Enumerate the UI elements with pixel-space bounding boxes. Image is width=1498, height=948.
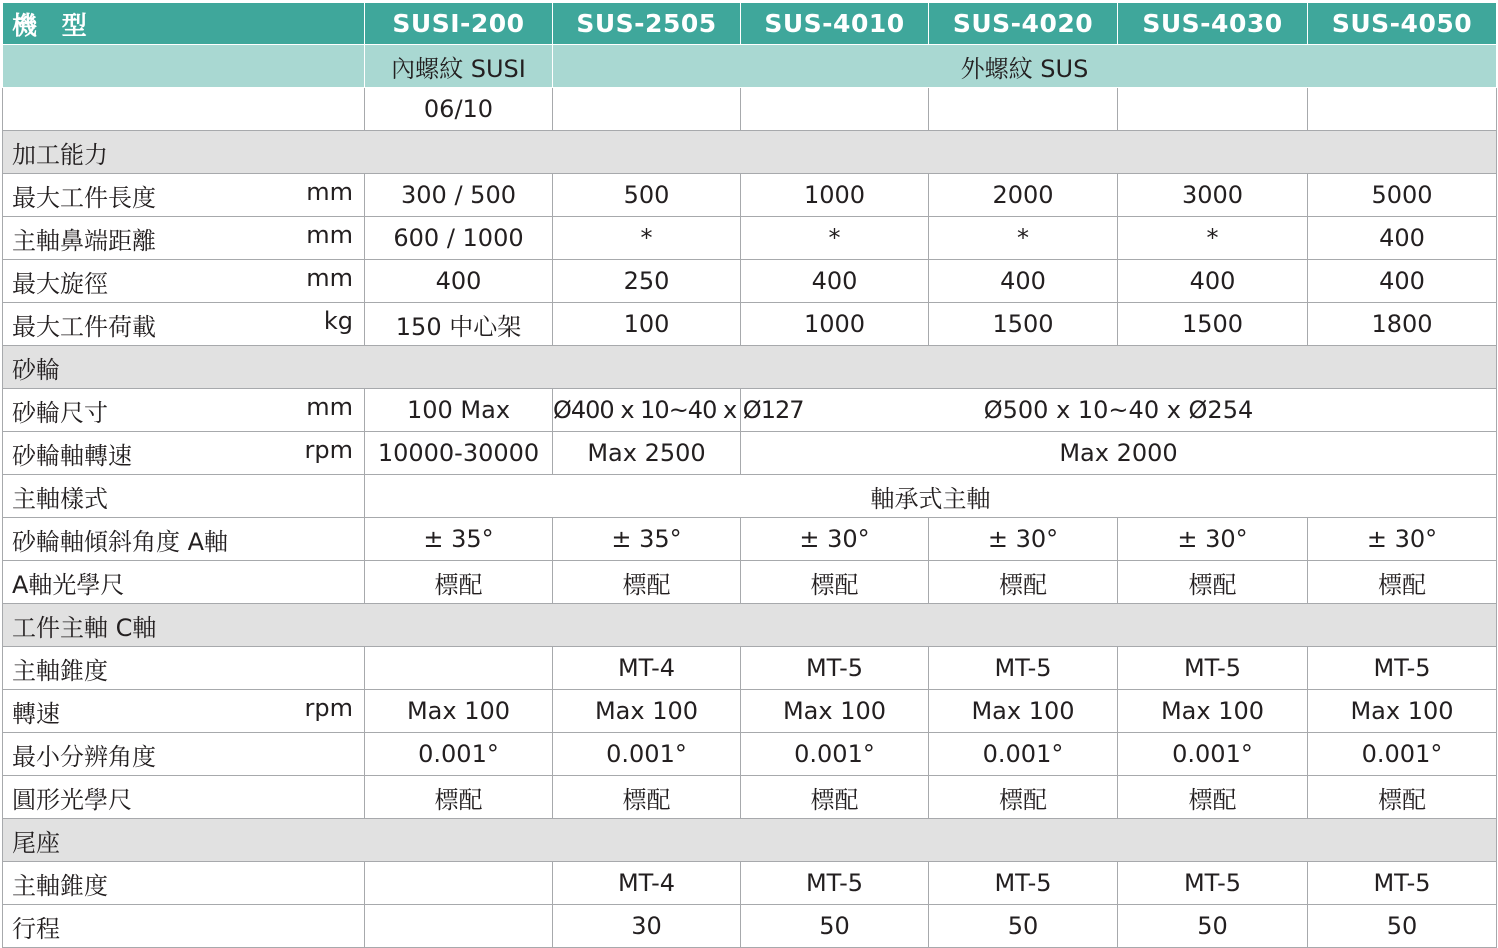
cell-value-merged: Max 2000 — [741, 432, 1497, 475]
cell-value: MT-4 — [553, 647, 741, 690]
cell-value: ± 30° — [741, 518, 929, 561]
table-row — [3, 260, 1497, 303]
row-label — [3, 733, 365, 776]
cell-value: Max 2500 — [553, 432, 741, 475]
cell-value: * — [1118, 217, 1308, 260]
cell-value: * — [553, 217, 741, 260]
cell-value: 0.001° — [1118, 733, 1308, 776]
cell-value: 1500 — [929, 303, 1118, 346]
cell-value — [365, 905, 553, 948]
cell-value: 500 — [553, 174, 741, 217]
cell-value: 400 — [929, 260, 1118, 303]
cell-value: Max 100 — [553, 690, 741, 733]
table-row — [3, 174, 1497, 217]
model-name: SUSI-200 — [365, 3, 553, 45]
sub-empty — [1118, 88, 1308, 131]
label-text: 最小分辨角度 — [12, 742, 156, 771]
label-text: 最大工件長度 — [12, 183, 156, 212]
cell-value — [365, 647, 553, 690]
table-row — [3, 518, 1497, 561]
section-wheel: 砂輪 — [3, 346, 1497, 389]
cell-value: 3000 — [1118, 174, 1308, 217]
cell-value: 100 Max — [365, 389, 553, 432]
cell-value: 標配 — [1308, 561, 1497, 604]
cell-value: ± 35° — [365, 518, 553, 561]
label-text: 主軸錐度 — [12, 871, 108, 900]
model-name: SUS-4020 — [929, 3, 1118, 45]
sub-empty — [929, 88, 1118, 131]
cell-value: * — [741, 217, 929, 260]
row-label — [3, 303, 365, 346]
model-name: SUS-2505 — [553, 3, 741, 45]
cell-value: 50 — [741, 905, 929, 948]
cell-value: ± 30° — [1118, 518, 1308, 561]
cell-value: ± 30° — [929, 518, 1118, 561]
cell-value: 600 / 1000 — [365, 217, 553, 260]
cell-value: 30 — [553, 905, 741, 948]
row-label — [3, 862, 365, 905]
cell-value: 0.001° — [741, 733, 929, 776]
label-text: 砂輪軸傾斜角度 A軸 — [12, 527, 229, 556]
table-row — [3, 303, 1497, 346]
type-empty — [3, 45, 365, 88]
cell-value: MT-5 — [1308, 862, 1497, 905]
cell-value: Max 100 — [365, 690, 553, 733]
label-text: 主軸樣式 — [12, 484, 108, 513]
cell-value: 400 — [741, 260, 929, 303]
table-row — [3, 561, 1497, 604]
cell-value: MT-4 — [553, 862, 741, 905]
unit-text: rpm — [304, 435, 353, 464]
cell-value: 1800 — [1308, 303, 1497, 346]
label-text: 砂輪尺寸 — [12, 398, 108, 427]
header-label: 機 型 — [3, 3, 365, 45]
model-name: SUS-4050 — [1308, 3, 1497, 45]
model-name: SUS-4030 — [1118, 3, 1308, 45]
cell-value: 1000 — [741, 174, 929, 217]
row-label — [3, 647, 365, 690]
section-workhead: 工件主軸 C軸 — [3, 604, 1497, 647]
cell-value: MT-5 — [1308, 647, 1497, 690]
model-name: SUS-4010 — [741, 3, 929, 45]
label-text: 主軸鼻端距離 — [12, 226, 156, 255]
cell-value: 標配 — [365, 561, 553, 604]
cell-value: MT-5 — [741, 647, 929, 690]
sub-empty — [1308, 88, 1497, 131]
type-external: 外螺紋 SUS — [553, 45, 1497, 88]
cell-value: 300 / 500 — [365, 174, 553, 217]
row-label — [3, 518, 365, 561]
cell-value: 2000 — [929, 174, 1118, 217]
cell-value: 400 — [1308, 217, 1497, 260]
row-label — [3, 690, 365, 733]
sub-empty — [741, 88, 929, 131]
sub-empty — [3, 88, 365, 131]
cell-value: 標配 — [929, 561, 1118, 604]
section-machining: 加工能力 — [3, 131, 1497, 174]
section-row — [3, 131, 1497, 174]
label-text: 最大工件荷載 — [12, 312, 156, 341]
cell-value: 標配 — [1308, 776, 1497, 819]
type-row — [3, 45, 1497, 88]
cell-value: MT-5 — [929, 647, 1118, 690]
cell-value: 標配 — [365, 776, 553, 819]
row-label — [3, 217, 365, 260]
table-row — [3, 217, 1497, 260]
cell-value: Ø400 x 10~40 x Ø127 — [553, 389, 741, 432]
label-text: 圓形光學尺 — [12, 785, 132, 814]
table-row — [3, 647, 1497, 690]
unit-text: rpm — [304, 693, 353, 722]
section-row — [3, 346, 1497, 389]
cell-value: 標配 — [1118, 561, 1308, 604]
cell-value: 1500 — [1118, 303, 1308, 346]
cell-value: Max 100 — [1308, 690, 1497, 733]
sub-empty — [553, 88, 741, 131]
cell-value: 100 — [553, 303, 741, 346]
cell-value: Max 100 — [929, 690, 1118, 733]
cell-value: 1000 — [741, 303, 929, 346]
row-label — [3, 432, 365, 475]
row-label — [3, 389, 365, 432]
label-text: 砂輪軸轉速 — [12, 441, 132, 470]
type-internal: 內螺紋 SUSI — [365, 45, 553, 88]
table-row — [3, 733, 1497, 776]
sub-row — [3, 88, 1497, 131]
header-row — [3, 3, 1497, 45]
cell-value: * — [929, 217, 1118, 260]
table-row — [3, 432, 1497, 475]
unit-text: mm — [306, 263, 353, 292]
cell-value: 400 — [1118, 260, 1308, 303]
unit-text: mm — [306, 392, 353, 421]
row-label — [3, 561, 365, 604]
table-row — [3, 475, 1497, 518]
cell-value: 0.001° — [929, 733, 1118, 776]
cell-value: 標配 — [553, 776, 741, 819]
cell-value: 10000-30000 — [365, 432, 553, 475]
cell-value: 標配 — [1118, 776, 1308, 819]
cell-value-merged: Ø500 x 10~40 x Ø254 — [741, 389, 1497, 432]
cell-value: 50 — [1118, 905, 1308, 948]
cell-value: 400 — [1308, 260, 1497, 303]
cell-value: MT-5 — [1118, 647, 1308, 690]
cell-value: ± 35° — [553, 518, 741, 561]
cell-value: 5000 — [1308, 174, 1497, 217]
cell-value: 400 — [365, 260, 553, 303]
table-row — [3, 389, 1497, 432]
cell-value: 0.001° — [553, 733, 741, 776]
row-label — [3, 905, 365, 948]
section-row — [3, 604, 1497, 647]
row-label — [3, 776, 365, 819]
unit-text: kg — [323, 306, 353, 335]
cell-value — [365, 862, 553, 905]
cell-value: 0.001° — [1308, 733, 1497, 776]
cell-value: 50 — [929, 905, 1118, 948]
cell-value: 250 — [553, 260, 741, 303]
row-label — [3, 475, 365, 518]
sub-susi: 06/10 — [365, 88, 553, 131]
cell-value: 標配 — [929, 776, 1118, 819]
table-row — [3, 862, 1497, 905]
section-tailstock: 尾座 — [3, 819, 1497, 862]
label-text: 主軸錐度 — [12, 656, 108, 685]
table-row — [3, 905, 1497, 948]
cell-value-merged: 軸承式主軸 — [365, 475, 1497, 518]
cell-value: Max 100 — [741, 690, 929, 733]
cell-value: 150 中心架 — [365, 303, 553, 346]
cell-value: 50 — [1308, 905, 1497, 948]
spec-table — [2, 2, 1497, 948]
label-text: 行程 — [12, 914, 60, 943]
row-label — [3, 260, 365, 303]
label-text: A軸光學尺 — [12, 570, 125, 599]
label-text: 最大旋徑 — [12, 269, 108, 298]
cell-value: 標配 — [553, 561, 741, 604]
table-row — [3, 776, 1497, 819]
cell-value: MT-5 — [741, 862, 929, 905]
table-row — [3, 690, 1497, 733]
unit-text: mm — [306, 220, 353, 249]
label-text: 轉速 — [12, 699, 60, 728]
row-label — [3, 174, 365, 217]
cell-value: Max 100 — [1118, 690, 1308, 733]
cell-value: 0.001° — [365, 733, 553, 776]
cell-value: MT-5 — [929, 862, 1118, 905]
cell-value: MT-5 — [1118, 862, 1308, 905]
unit-text: mm — [306, 177, 353, 206]
cell-value: ± 30° — [1308, 518, 1497, 561]
section-row — [3, 819, 1497, 862]
cell-value: 標配 — [741, 561, 929, 604]
cell-value: 標配 — [741, 776, 929, 819]
